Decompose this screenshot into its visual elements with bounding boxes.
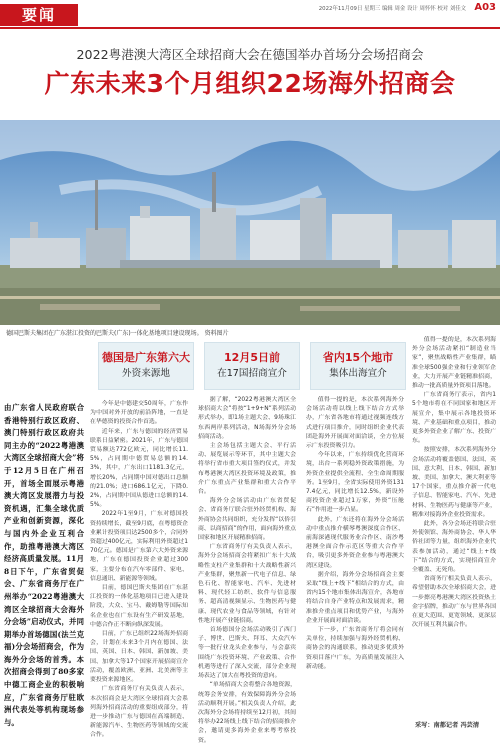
- highlight-box-subtitle: 外资来源地: [122, 368, 170, 379]
- article-column-3: [306, 396, 404, 672]
- page-header: [0, 0, 500, 28]
- article-paragraph: 据介绍，海外分会场招商会主要采取“线上+线下”相结合的方式，由省内15个地市集体出海宣介，各地市将结合自身产业特点和发展需求，精准推介重点项目和优势产业，与海外企业开展面对面洽谈。: [306, 571, 404, 624]
- article-paragraph: 按照安排，本次系列海外分会场活动将覆盖德国、法国、英国、意大利、日本、韩国、新加坡、美国、加拿大、澳大利亚等17个国家，重点推介新一代电子信息、智能家电、汽车、先进材料、生物医药与健康等产业，精准对接海外企业投资需求。: [412, 447, 496, 518]
- article-paragraph: 2022年1至9月，广东对德国投资持续增长，截至9月底，在粤德资企业累计投资项目达2500多个，合同外资超过400亿元，实际利用外资超过170亿元。德国是广东第六大外资来源地，广东在德国投资企业超过300家，主要分布在汽车零部件、家电、信息通讯、新能源等领域。: [90, 511, 188, 582]
- article-headline: 广东未来3个月组织22场海外招商会: [44, 69, 456, 98]
- highlight-box-germany: [98, 342, 194, 390]
- article-paragraph: 目前，广东已组织22场海外招商会，计划在未来3个月内在德国、法国、英国、日本、韩国、新加坡、美国、加拿大等17个国家开展招商宣介活动，覆盖欧洲、亚洲、北美洲等主要投资来源地区。: [90, 631, 188, 684]
- article-column-2: [198, 396, 296, 746]
- article-column-1: [90, 400, 188, 741]
- article-paragraph: 今年以来，广东持续优化营商环境，出台一系列稳外资政策措施，为外资企业提供全流程、全生命周期服务。1至9月，全省实际使用外资1317.4亿元，同比增长12.5%，新设外商投资企业超过1万家，外资“压舱石”作用进一步凸显。: [306, 452, 404, 514]
- article-lead: 由广东省人民政府联合香港特别行政区政府、澳门特别行政区政府共同主办的“2022粤港澳大湾区全球招商大会”将于12月5日在广州召开，首场全面展示粤港澳大湾区发展潜力与投资机遇，汇集全球优质产业和创新资源，深化与国内外企业互利合作，助推粤港澳大湾区经济高质量发展。11月8日下午，广东省贸促会、广东省商务厅在广州举办“2022粤港澳大湾区全球招商大会海外分会场”启动仪式，并同期举办首场德国(法兰克福)分会场招商会，作为海外分会场的首秀。本次招商会得到了80多家中德工商企业的积极响应，广东省商务厅驻欧洲代表处等机构现场参与。: [4, 403, 84, 727]
- article-byline: 采写：南都记者 冯芸清: [415, 722, 480, 729]
- article-column-4: [412, 336, 496, 631]
- photo-caption: 德国巴斯夫集团在广东湛江投资的巴斯夫(广东)一体化基地项目建设现场。 资料图片: [6, 330, 229, 337]
- article-paragraph: 海外分会场活动由广东省贸促会、省商务厅联合驻外经贸机构、海外商协会共同组织，充分发挥“以侨引商、以商招商”的作用，面向海外重点国家和地区开展精准招商。: [198, 498, 296, 542]
- article-paragraph: 广东省商务厅有关负责人表示，海外分会场招商会将紧扣广东十大战略性支柱产业集群和十大战略性新兴产业集群，聚焦新一代电子信息、绿色石化、智能家电、汽车、先进材料、现代轻工纺织、软件与信息服务、超高清视频显示、生物医药与健康、现代农业与食品等领域，有针对性地开展产业链招商。: [198, 544, 296, 624]
- highlight-box-countries: [204, 342, 300, 390]
- news-photo: [0, 120, 500, 325]
- highlight-box-cities: [310, 342, 406, 390]
- issue-meta: 2022年11月09日 星期三 编辑 周金 设计 周怀怀 校对 刘佳文: [318, 6, 466, 12]
- article-paragraph: 据了解，“2022粤港澳大湾区全球招商大会”将按“1+9+N”系列活动形式举办，即1场主题大会、9场珠江东西两岸系列活动，N场海外分会场招商活动。: [198, 397, 296, 440]
- section-label: 要闻: [0, 4, 78, 26]
- highlight-box-title: 12月5日前: [224, 351, 280, 364]
- article-paragraph: 首场德国分会场活动吸引了西门子、博世、巴斯夫、拜耳、大众汽车等一批行业龙头企业参与，与会嘉宾围绕广东投资环境、产业政策、合作机遇等进行了深入交流，部分企业现场表达了加大在粤投资的意向。: [198, 627, 296, 680]
- article-subtitle: 2022粤港澳大湾区全球招商大会在德国举办首场分会场招商会: [76, 47, 424, 62]
- article-paragraph: 下一步，广东省商务厅将会同有关单位，持续加强与海外经贸机构、商协会的沟通联系，推动更多优质外资项目落户广东，为高质量发展注入新动能。: [306, 627, 404, 670]
- highlight-box-subtitle: 集体出海宣介: [329, 368, 387, 379]
- highlight-box-title: 省内15个地市: [322, 351, 394, 364]
- article-paragraph: 近年来，广东与德国的经济贸易联系日益紧密。2021年，广东与德国贸易额达772亿欧元，同比增长11.5%，占同期中德贸易总额的14.3%，其中，广东出口1181.3亿元，增长20%，占同期中国对德出口总额的21.0%；进口686.1亿元，下降0.2%，占同期中国从德进口总额的14.5%。: [90, 428, 188, 509]
- article-paragraph: 目前，德国巴斯夫集团在广东湛江投资的一体化基地项目已进入建设阶段，大众、宝马、戴姆勒等国际知名企业也在广东设有生产研发基地，中德合作正不断向纵深发展。: [90, 585, 188, 628]
- article-paragraph: 广东省商务厅表示，省内15个地市将在不同国家和地区开展宣介，集中展示各地投资环境、产业基础和重点项目，推动更多外资企业了解广东、投资广东。: [412, 392, 496, 445]
- highlight-box-subtitle: 在17国招商宣介: [217, 368, 287, 379]
- article-paragraph: 省商务厅相关负责人表示，希望借助本次全球招商大会，进一步擦亮粤港澳大湾区投资热土金字招牌，推动广东与世界各国在更大范围、更宽领域、更深层次开展互利共赢合作。: [412, 576, 496, 629]
- article-paragraph: 值得一提的是，本次系列海外分会场活动紧扣“制造业当家”，聚焦战略性产业集群，瞄准全球500强企业和行业领军企业，大力开展产业链精准招商，推动一批高质量外资项目落地。: [412, 337, 496, 390]
- highlight-box-title: 德国是广东第六大: [102, 351, 190, 364]
- article-paragraph: 主会场包括主题大会、平行活动、展览展示等环节，其中主题大会将举行省市重大项目签约仪式，并发布粤港澳大湾区投资环境及政策，推介广东重点产业集群和重大合作平台。: [198, 443, 296, 496]
- article-paragraph: 今年是中德建交50周年，广东作为中国对外开放的前沿阵地，一直是在华德资的投资合作首选。: [90, 401, 188, 426]
- header-rule: [0, 27, 500, 29]
- article-paragraph: “单场招商大会将整合各地资源，统筹会务安排，有效保障海外分会场活动顺利开展。”相关负责人介绍，此次海外分会场将持续至12月初，其间将举办22场线上线下结合的招商推介会，邀请更多海外企业来粤考察投资。: [198, 682, 296, 744]
- page-number: A03: [474, 2, 496, 13]
- article-paragraph: 此外，广东还将在海外分会场活动中重点推介横琴粤澳深度合作区、前海深港现代服务业合作区、南沙粤港澳全面合作示范区等重大合作平台，吸引更多外资企业参与粤港澳大湾区建设。: [306, 516, 404, 569]
- article-paragraph: 广东省商务厅有关负责人表示，本次招商会是大湾区全球招商大会系列海外招商活动的重要组成部分，将进一步推动广东与德国在高端制造、新能源汽车、生物医药等领域的交流合作。: [90, 686, 188, 739]
- article-paragraph: 此外，各分会场还将联合驻外使领馆、海外商协会、华人华侨社团等力量，组织海外企业代表参加活动，通过“线上+线下”结合的方式，实现招商宣介全覆盖、无死角。: [412, 521, 496, 574]
- article-paragraph: 值得一提的是，本次系列海外分会场活动将以线上线下结合方式举办，广东省各地市将通过视频连线方式进行项目推介，同时组织企业代表团赴海外开展面对面洽谈，全方位展示广东投资吸引力。: [306, 397, 404, 450]
